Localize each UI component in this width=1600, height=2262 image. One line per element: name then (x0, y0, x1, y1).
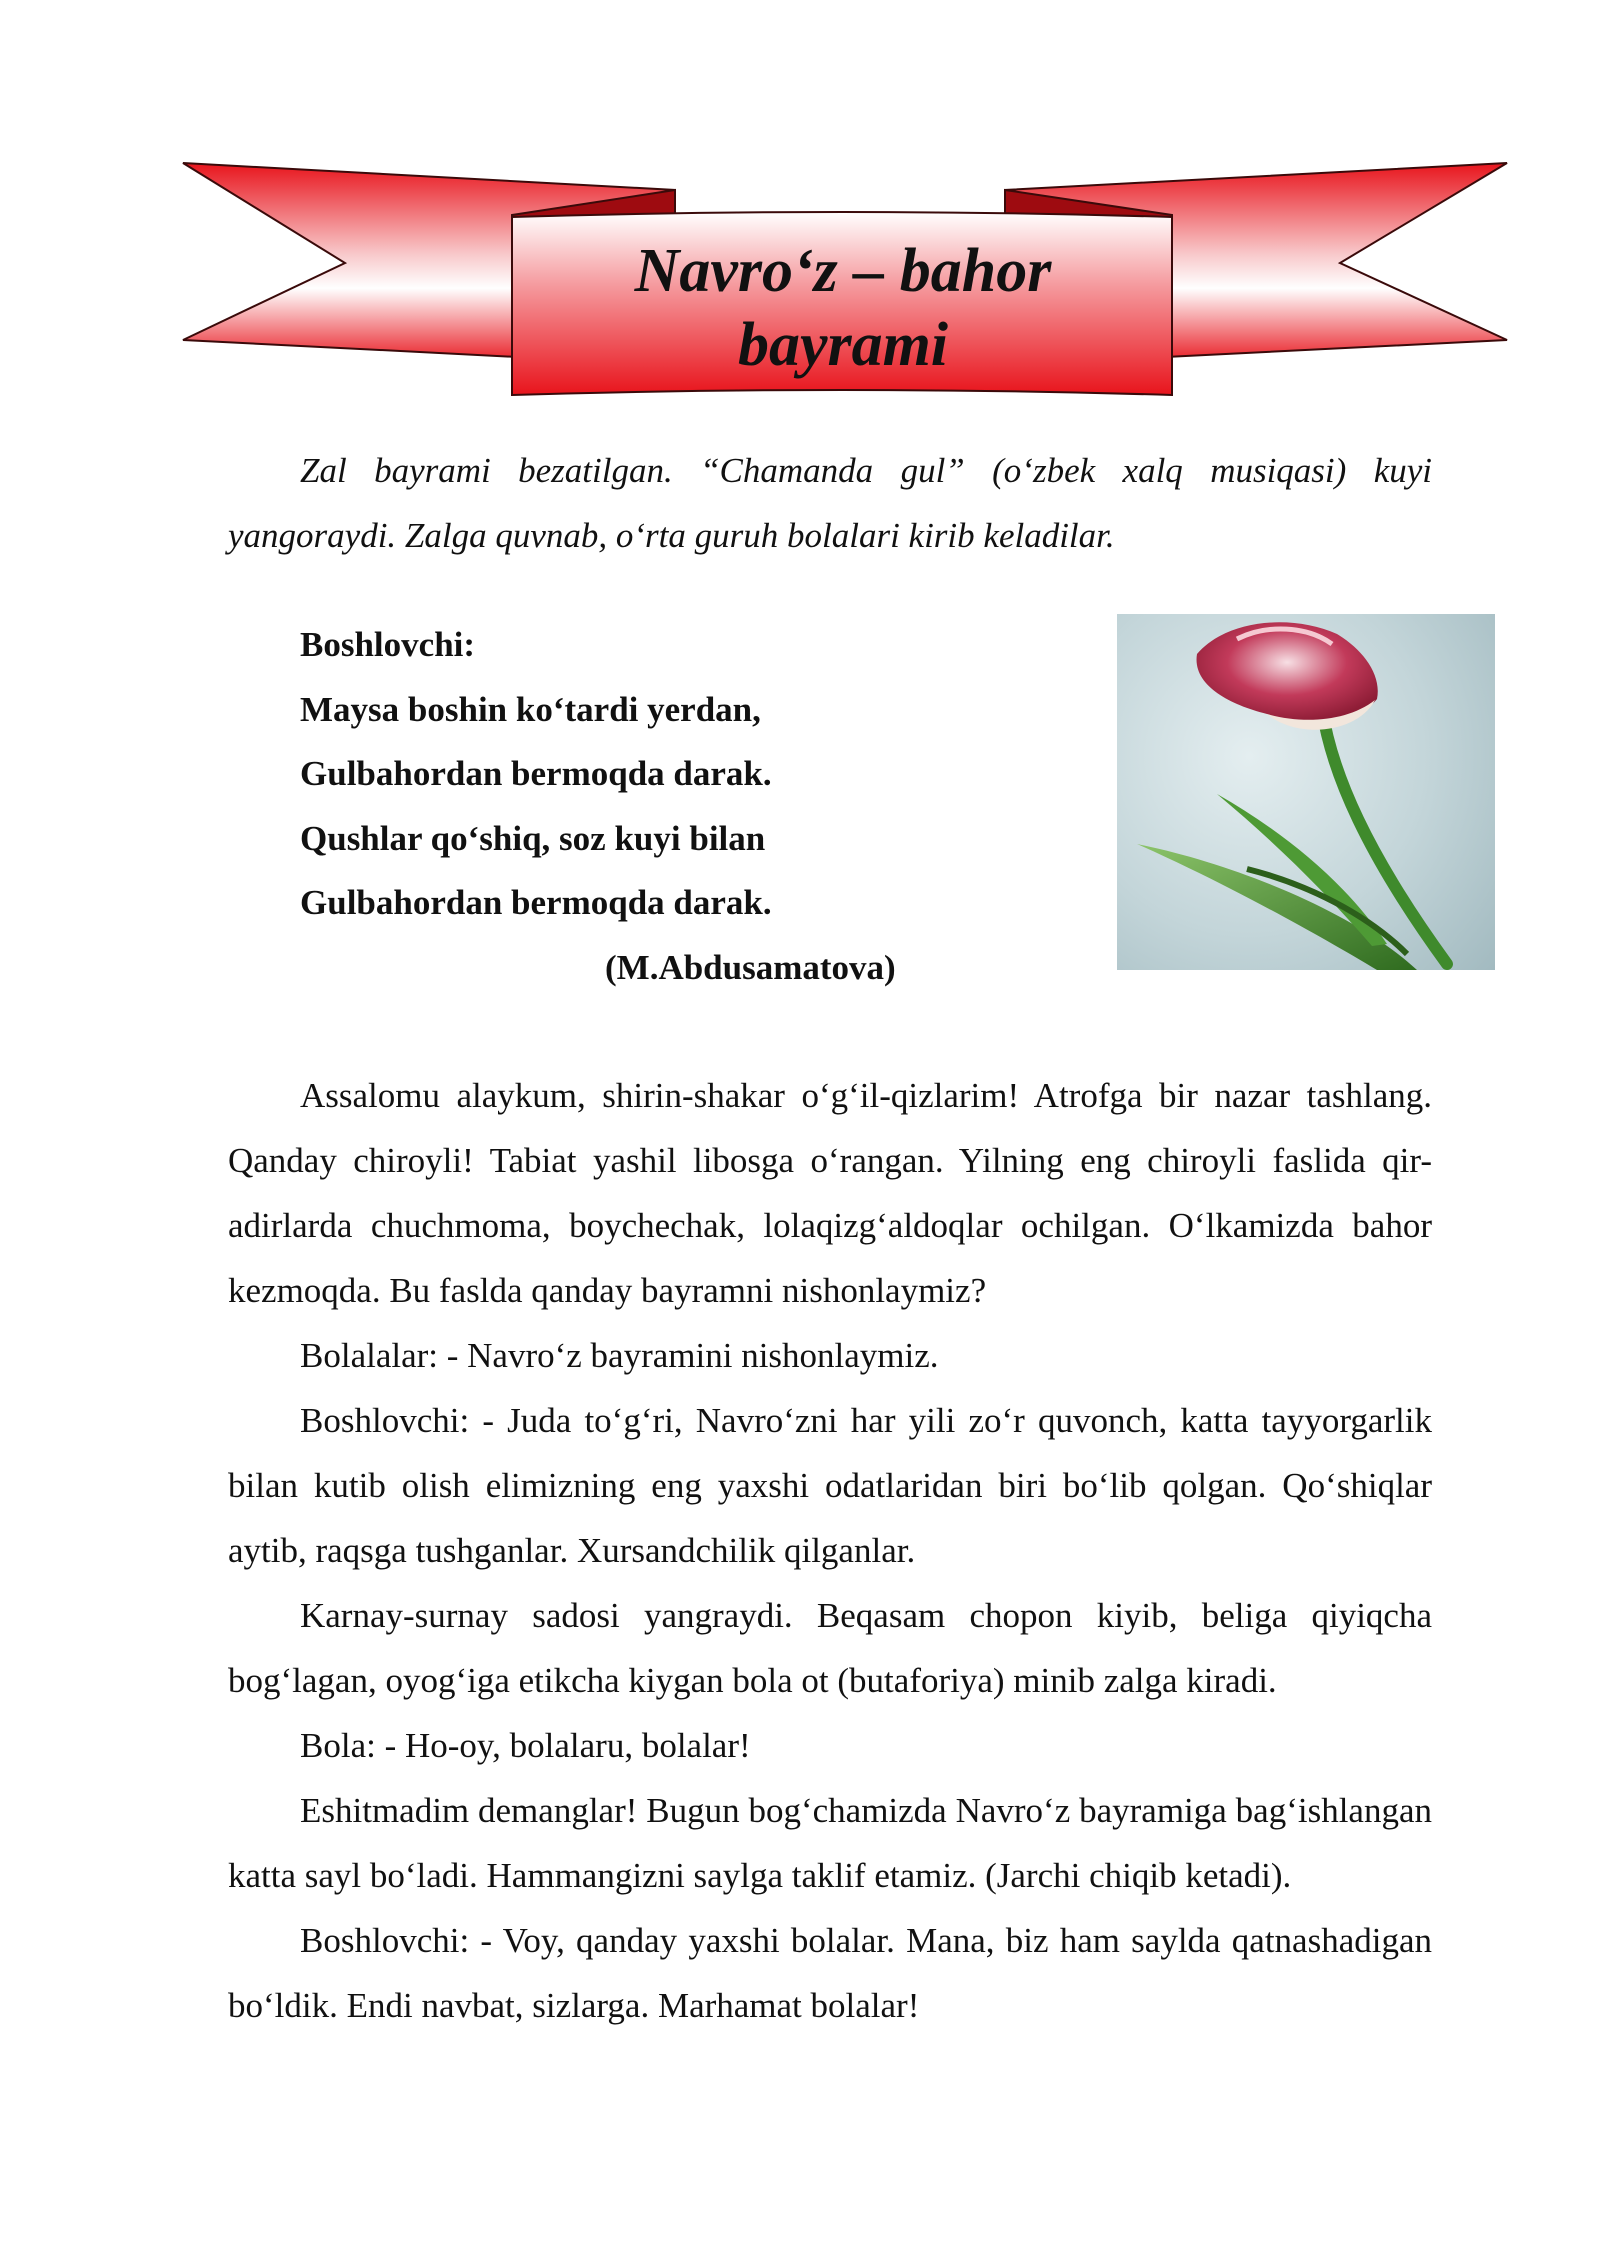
intro-text (228, 438, 1432, 568)
paragraph: Karnay-surnay sadosi yangraydi. Beqasam chopon kiyib, beliga qiyiqcha bog‘lagan, oyog‘iga etikcha kiygan bola ot (butaforiya) minib zalga kiradi. (228, 1596, 1432, 1700)
poem-line: Maysa boshin ko‘tardi yerdan, (300, 689, 761, 729)
poem-line: Gulbahordan bermoqda darak. (300, 754, 772, 793)
intro-paragraph: Zal bayrami bezatilgan. “Chamanda gul” (o‘zbek xalq musiqasi) kuyi yangoraydi. Zalga quvnab, o‘rta guruh bolalari kirib keladilar. (228, 451, 1432, 555)
tulip-icon (1117, 614, 1495, 970)
poem-speaker: Boshlovchi: (300, 625, 476, 664)
paragraph: Boshlovchi: - Voy, qanday yaxshi bolalar. Mana, biz ham saylda qatnashadigan bo‘ldik. Endi navbat, sizlarga. Marhamat bolalar! (228, 1921, 1432, 2025)
page-title (512, 215, 1174, 400)
poem-line: Gulbahordan bermoqda darak. (300, 883, 772, 922)
tulip-photo (1117, 614, 1495, 970)
poem-line: Qushlar qo‘shiq, soz kuyi bilan (300, 818, 766, 858)
poem-author: (M.Abdusamatova) (605, 947, 896, 987)
paragraph: Bola: - Ho-oy, bolalaru, bolalar! (300, 1726, 751, 1765)
paragraph: Eshitmadim demanglar! Bugun bog‘chamizda Navro‘z bayramiga bag‘ishlangan katta sayl bo‘ladi. Hammangizni saylga taklif etamiz. (Jarchi chiqib ketadi). (228, 1791, 1432, 1895)
poem-block (300, 613, 940, 1000)
paragraph: Assalomu alaykum, shirin-shakar o‘g‘il-qizlarim! Atrofga bir nazar tashlang. Qanday chiroyli! Tabiat yashil libosga o‘rangan. Yilning eng chiroyli faslida qir-adirlarda chuchmoma, boychechak, lolaqizg‘aldoqlar ochilgan. O‘lkamizda bahor kezmoqda. Bu faslda qanday bayramni nishonlaymiz? (228, 1076, 1432, 1310)
title-line-1: Navro‘z – bahor (634, 236, 1052, 305)
main-text (228, 1063, 1432, 2038)
paragraph: Boshlovchi: - Juda to‘g‘ri, Navro‘zni har yili zo‘r quvonch, katta tayyorgarlik bilan kutib olish elimizning eng yaxshi odatlaridan biri bo‘lib qolgan. Qo‘shiqlar aytib, raqsga tushganlar. Xursandchilik qilganlar. (228, 1401, 1432, 1570)
title-line-2: bayrami (737, 310, 949, 379)
paragraph: Bolalalar: - Navro‘z bayramini nishonlaymiz. (300, 1336, 939, 1375)
